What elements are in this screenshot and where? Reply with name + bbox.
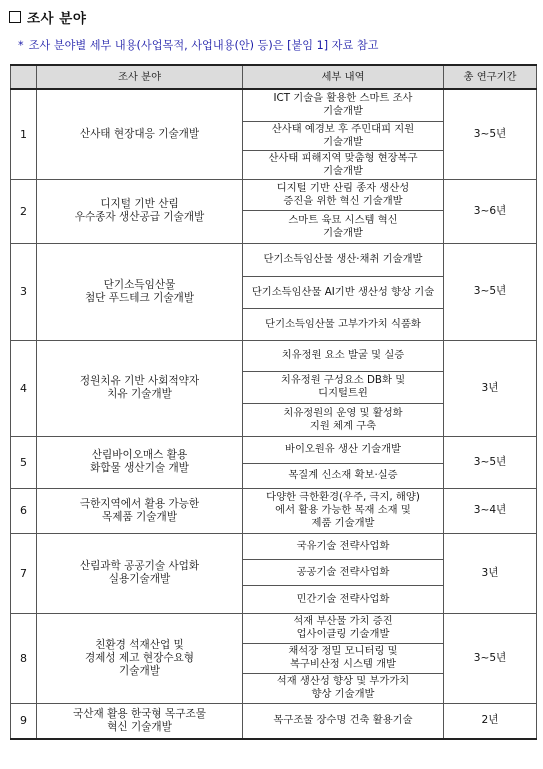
detail-item: 채석장 정밀 모니터링 및 복구비산정 시스템 개발 (243, 643, 444, 673)
detail-item: 단기소득임산물 고부가가치 식품화 (243, 308, 444, 340)
research-period: 3~5년 (444, 436, 537, 488)
detail-item: 치유정원의 운영 및 활성화 지원 체계 구축 (243, 403, 444, 436)
research-field: 산림과학 공공기술 사업화 실용기술개발 (37, 533, 243, 613)
note-asterisk: * (18, 39, 24, 52)
research-period: 3~6년 (444, 179, 537, 243)
row-number: 8 (11, 613, 37, 703)
table-header-row (11, 65, 537, 89)
row-number: 7 (11, 533, 37, 613)
table-row (11, 703, 537, 739)
header-details: 세부 내역 (243, 65, 444, 89)
row-number: 4 (11, 340, 37, 436)
research-field: 디지털 기반 산림 우수종자 생산공급 기술개발 (37, 179, 243, 243)
detail-item: 단기소득임산물 AI기반 생산성 향상 기술 (243, 276, 444, 308)
detail-item: 목질계 신소재 확보·실증 (243, 463, 444, 488)
detail-item: ICT 기술을 활용한 스마트 조사 기술개발 (243, 89, 444, 121)
header-period: 총 연구기간 (444, 65, 537, 89)
reference-note (18, 37, 378, 53)
table-row (11, 533, 537, 559)
research-field: 국산재 활용 한국형 목구조물 혁신 기술개발 (37, 703, 243, 739)
research-field: 산림바이오매스 활용 화합물 생산기술 개발 (37, 436, 243, 488)
detail-item: 다양한 극한환경(우주, 극지, 해양) 에서 활용 가능한 목재 소재 및 제품 기술개발 (243, 488, 444, 533)
header-number (11, 65, 37, 89)
table-row (11, 179, 537, 210)
row-number: 1 (11, 89, 37, 179)
row-number: 5 (11, 436, 37, 488)
detail-item: 공공기술 전략사업화 (243, 559, 444, 585)
checkbox-square-icon (9, 11, 21, 23)
row-number: 9 (11, 703, 37, 739)
section-heading (9, 8, 86, 26)
detail-item: 목구조물 장수명 건축 활용기술 (243, 703, 444, 739)
table-row (11, 436, 537, 463)
research-period: 3년 (444, 533, 537, 613)
row-number: 2 (11, 179, 37, 243)
detail-item: 스마트 육묘 시스템 혁신 기술개발 (243, 210, 444, 243)
detail-item: 치유정원 구성요소 DB화 및 디지털트윈 (243, 371, 444, 403)
detail-item: 산사태 예경보 후 주민대피 지원 기술개발 (243, 121, 444, 150)
research-field: 친환경 석재산업 및 경제성 제고 현장수요형 기술개발 (37, 613, 243, 703)
research-field: 산사태 현장대응 기술개발 (37, 89, 243, 179)
detail-item: 치유정원 요소 발굴 및 실증 (243, 340, 444, 371)
detail-item: 단기소득임산물 생산·채취 기술개발 (243, 243, 444, 276)
research-period: 3~5년 (444, 613, 537, 703)
table-row (11, 243, 537, 276)
detail-item: 바이오원유 생산 기술개발 (243, 436, 444, 463)
research-field: 단기소득임산물 첨단 푸드테크 기술개발 (37, 243, 243, 340)
research-fields-table (10, 64, 537, 740)
research-period: 3~5년 (444, 243, 537, 340)
research-field: 정원치유 기반 사회적약자 치유 기술개발 (37, 340, 243, 436)
detail-item: 민간기술 전략사업화 (243, 585, 444, 613)
research-period: 3년 (444, 340, 537, 436)
detail-item: 석재 부산물 가치 증진 업사이클링 기술개발 (243, 613, 444, 643)
header-field: 조사 분야 (37, 65, 243, 89)
table-row (11, 89, 537, 121)
row-number: 3 (11, 243, 37, 340)
table-row (11, 488, 537, 533)
row-number: 6 (11, 488, 37, 533)
research-field: 극한지역에서 활용 가능한 목제품 기술개발 (37, 488, 243, 533)
note-text: 조사 분야별 세부 내용(사업목적, 사업내용(안) 등)은 [붙임 1] 자료 참고 (28, 39, 379, 52)
detail-item: 산사태 피해지역 맞춤형 현장복구 기술개발 (243, 150, 444, 179)
research-period: 3~5년 (444, 89, 537, 179)
detail-item: 국유기술 전략사업화 (243, 533, 444, 559)
research-period: 2년 (444, 703, 537, 739)
table-row (11, 340, 537, 371)
detail-item: 석재 생산성 향상 및 부가가치 향상 기술개발 (243, 673, 444, 703)
research-period: 3~4년 (444, 488, 537, 533)
table-row (11, 613, 537, 643)
detail-item: 디지털 기반 산림 종자 생산성 증진을 위한 혁신 기술개발 (243, 179, 444, 210)
section-title: 조사 분야 (27, 11, 87, 27)
